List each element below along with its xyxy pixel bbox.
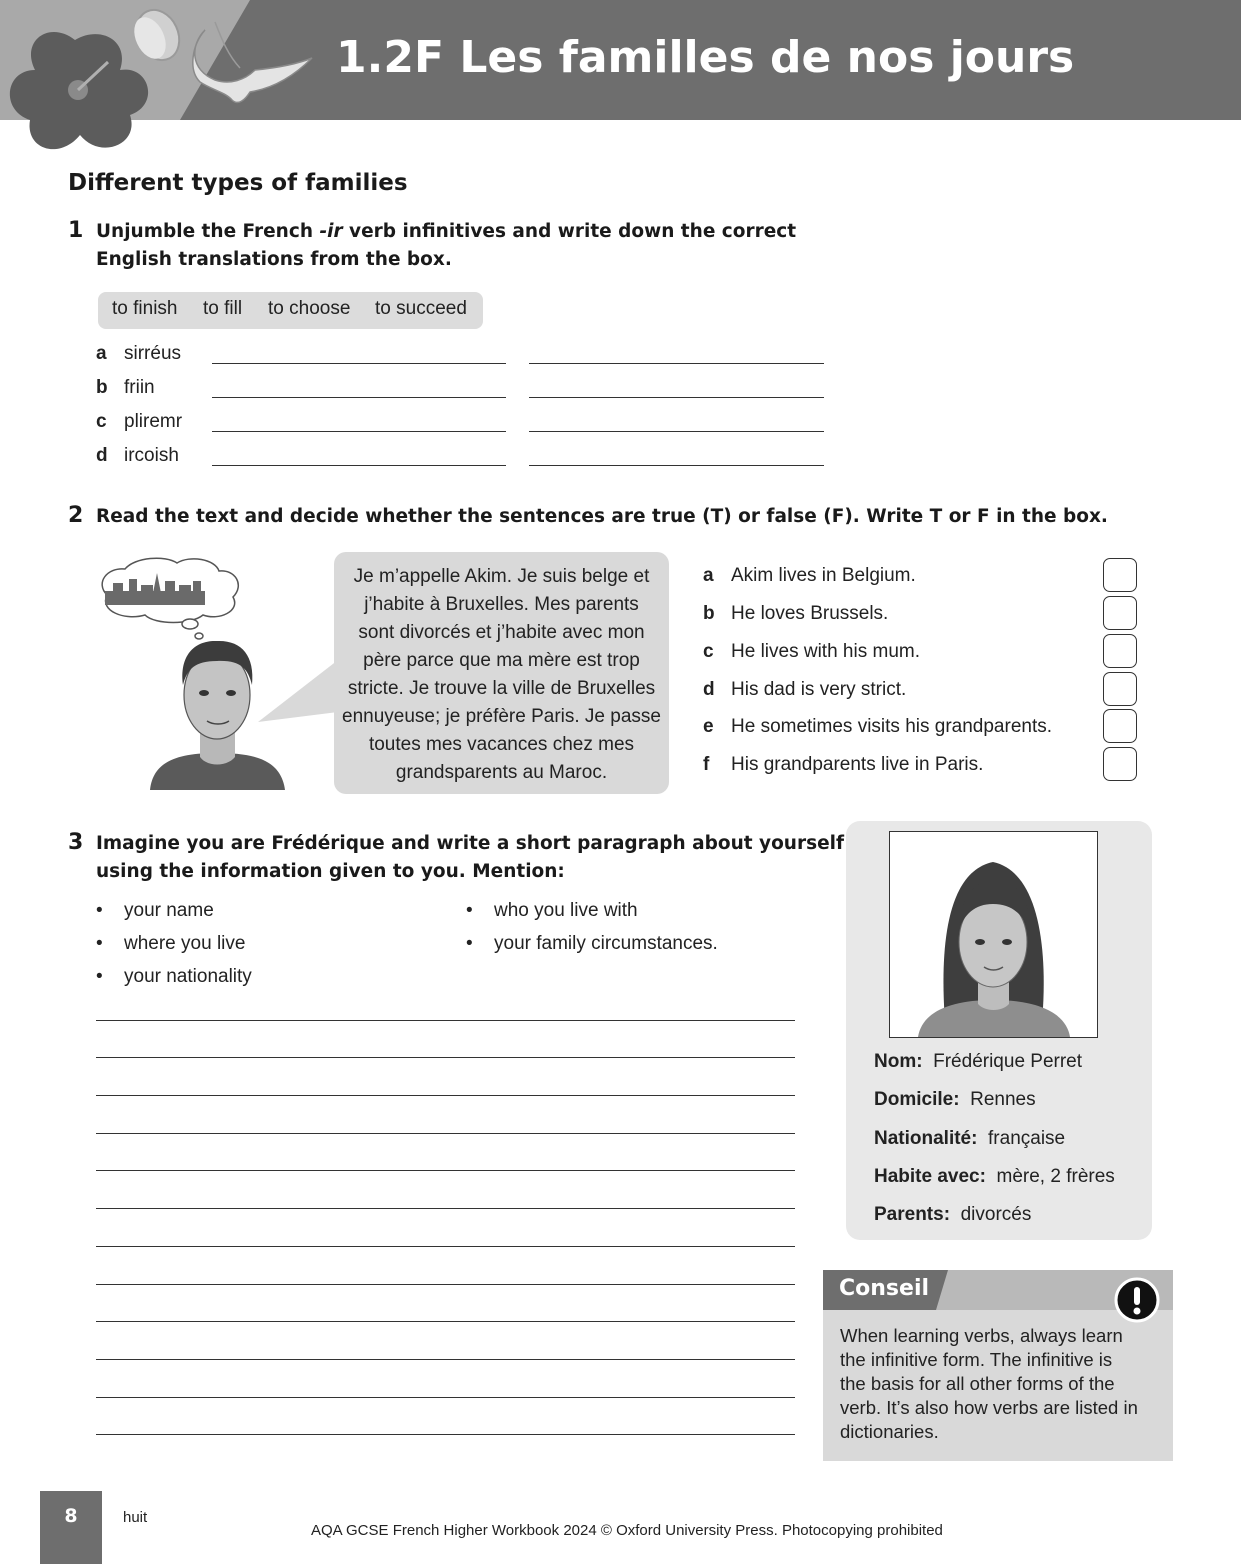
profile-row-domicile — [874, 1089, 1036, 1111]
item-letter: c — [96, 411, 107, 432]
speech-line: Je m’appelle Akim. Je suis belge et — [353, 566, 650, 587]
hibiscus-flower-icon — [10, 32, 148, 149]
word-option: to finish — [112, 298, 178, 319]
statement-text: He loves Brussels. — [731, 603, 889, 624]
conseil-line: When learning verbs, always learn — [840, 1325, 1123, 1346]
dove-icon — [193, 22, 312, 102]
word-option: to succeed — [375, 298, 467, 319]
profile-value: française — [988, 1128, 1066, 1149]
profile-value: Frédérique Perret — [933, 1051, 1083, 1072]
profile-value: mère, 2 frères — [996, 1166, 1115, 1187]
jumbled-word: sirréus — [124, 343, 182, 364]
conseil-title: Conseil — [839, 1276, 930, 1301]
profile-photo — [889, 831, 1098, 1038]
bullet-dot: • — [96, 966, 103, 987]
bullet-dot: • — [96, 900, 103, 921]
writing-line[interactable] — [96, 1170, 795, 1171]
speech-line: père parce que ma mère est trop — [363, 650, 640, 671]
writing-line[interactable] — [96, 1057, 795, 1058]
page-number-tab — [40, 1491, 102, 1564]
question-2-number: 2 — [68, 503, 84, 528]
page-title: 1.2F Les familles de nos jours — [336, 32, 1075, 83]
conseil-line: the basis for all other forms of the — [840, 1373, 1115, 1394]
speech-line: grandsparents au Maroc. — [395, 762, 608, 783]
statement-text: Akim lives in Belgium. — [731, 565, 916, 586]
answer-box[interactable] — [1103, 558, 1137, 592]
answer-box[interactable] — [1103, 596, 1137, 630]
profile-label: Parents: — [874, 1204, 951, 1225]
writing-line[interactable] — [96, 1095, 795, 1096]
conseil-line: the infinitive form. The infinitive is — [840, 1349, 1113, 1370]
answer-line[interactable] — [529, 363, 824, 364]
profile-row-lives-with — [874, 1166, 1115, 1188]
jumbled-word: friin — [124, 377, 155, 398]
profile-row-name — [874, 1051, 1082, 1073]
question-1-number: 1 — [68, 218, 84, 243]
macaron-icon — [128, 3, 187, 67]
q1-instruction-text: English translations from the box. — [96, 249, 452, 270]
q3-instruction-text: Imagine you are Frédérique and write a short paragraph about yourself — [96, 833, 845, 854]
bullet-text: your nationality — [124, 966, 252, 987]
copyright-footer: AQA GCSE French Higher Workbook 2024 © Oxford University Press. Photocopying prohibited — [311, 1522, 943, 1539]
answer-line[interactable] — [212, 431, 506, 432]
bullet-dot: • — [96, 933, 103, 954]
profile-value: divorcés — [960, 1204, 1032, 1225]
q1-instruction-emphasis: -ir — [319, 221, 343, 242]
section-title: Different types of families — [68, 170, 408, 196]
bullet-text: your name — [124, 900, 214, 921]
profile-label: Nom: — [874, 1051, 923, 1072]
statement-text: He lives with his mum. — [731, 641, 920, 662]
answer-line[interactable] — [212, 465, 506, 466]
jumbled-word: pliremr — [124, 411, 183, 432]
statement-text: His dad is very strict. — [731, 679, 907, 700]
profile-label: Habite avec: — [874, 1166, 986, 1187]
speech-line: sont divorcés et j’habite avec mon — [358, 622, 645, 643]
exclamation-icon — [1114, 1277, 1160, 1323]
writing-line[interactable] — [96, 1133, 795, 1134]
portrait-illustration — [890, 832, 1097, 1037]
writing-line[interactable] — [96, 1020, 795, 1021]
jumbled-word: ircoish — [124, 445, 179, 466]
answer-line[interactable] — [212, 363, 506, 364]
page-number: 8 — [64, 1505, 78, 1527]
speech-text — [340, 563, 663, 787]
conseil-line: verb. It’s also how verbs are listed in — [840, 1397, 1138, 1418]
writing-line[interactable] — [96, 1246, 795, 1247]
header-decoration — [0, 0, 330, 160]
q1-instruction-text: verb infinitives and write down the correct — [342, 221, 797, 242]
question-3-number: 3 — [68, 830, 84, 855]
speech-line: toutes mes vacances chez mes — [368, 734, 635, 755]
word-option: to choose — [268, 298, 351, 319]
speech-line: ennuyeuse; je préfère Paris. Je passe — [342, 706, 661, 727]
profile-row-parents — [874, 1204, 1031, 1226]
q3-instruction-text: using the information given to you. Mention: — [96, 861, 565, 882]
bullet-dot: • — [466, 933, 473, 954]
profile-row-nationality — [874, 1128, 1065, 1150]
speech-line: stricte. Je trouve la ville de Bruxelles — [347, 678, 656, 699]
statement-letter: b — [703, 603, 715, 624]
word-option: to fill — [203, 298, 243, 319]
statement-letter: f — [703, 754, 710, 775]
profile-label: Nationalité: — [874, 1128, 978, 1149]
answer-line[interactable] — [212, 397, 506, 398]
bullet-dot: • — [466, 900, 473, 921]
answer-box[interactable] — [1103, 634, 1137, 668]
writing-line[interactable] — [96, 1284, 795, 1285]
item-letter: a — [96, 343, 107, 364]
statement-letter: d — [703, 679, 715, 700]
q1-instruction-text: Unjumble the French — [96, 221, 320, 242]
writing-line[interactable] — [96, 1434, 795, 1435]
answer-line[interactable] — [529, 465, 824, 466]
statement-letter: a — [703, 565, 714, 586]
page-number-word: huit — [123, 1509, 148, 1526]
speech-pointer — [258, 660, 338, 726]
statement-letter: e — [703, 716, 714, 737]
question-3-instruction — [96, 830, 844, 886]
writing-line[interactable] — [96, 1321, 795, 1322]
statement-text: He sometimes visits his grandparents. — [731, 716, 1053, 737]
answer-box[interactable] — [1103, 672, 1137, 706]
answer-line[interactable] — [529, 397, 824, 398]
word-box — [98, 292, 483, 329]
item-letter: b — [96, 377, 108, 398]
conseil-text — [840, 1324, 1160, 1444]
answer-line[interactable] — [529, 431, 824, 432]
question-1-instruction — [96, 218, 796, 274]
speech-line: j’habite à Bruxelles. Mes parents — [364, 594, 639, 615]
answer-box[interactable] — [1103, 709, 1137, 743]
writing-line[interactable] — [96, 1208, 795, 1209]
answer-box[interactable] — [1103, 747, 1137, 781]
item-letter: d — [96, 445, 108, 466]
question-2-instruction: Read the text and decide whether the sentences are true (T) or false (F). Write T or F in the box. — [96, 506, 1108, 527]
profile-label: Domicile: — [874, 1089, 960, 1110]
bullet-text: where you live — [124, 933, 246, 954]
profile-value: Rennes — [970, 1089, 1036, 1110]
bullet-text: your family circumstances. — [494, 933, 718, 954]
writing-line[interactable] — [96, 1359, 795, 1360]
writing-line[interactable] — [96, 1397, 795, 1398]
conseil-line: dictionaries. — [840, 1421, 939, 1442]
statement-text: His grandparents live in Paris. — [731, 754, 984, 775]
bullet-text: who you live with — [494, 900, 638, 921]
statement-letter: c — [703, 641, 714, 662]
